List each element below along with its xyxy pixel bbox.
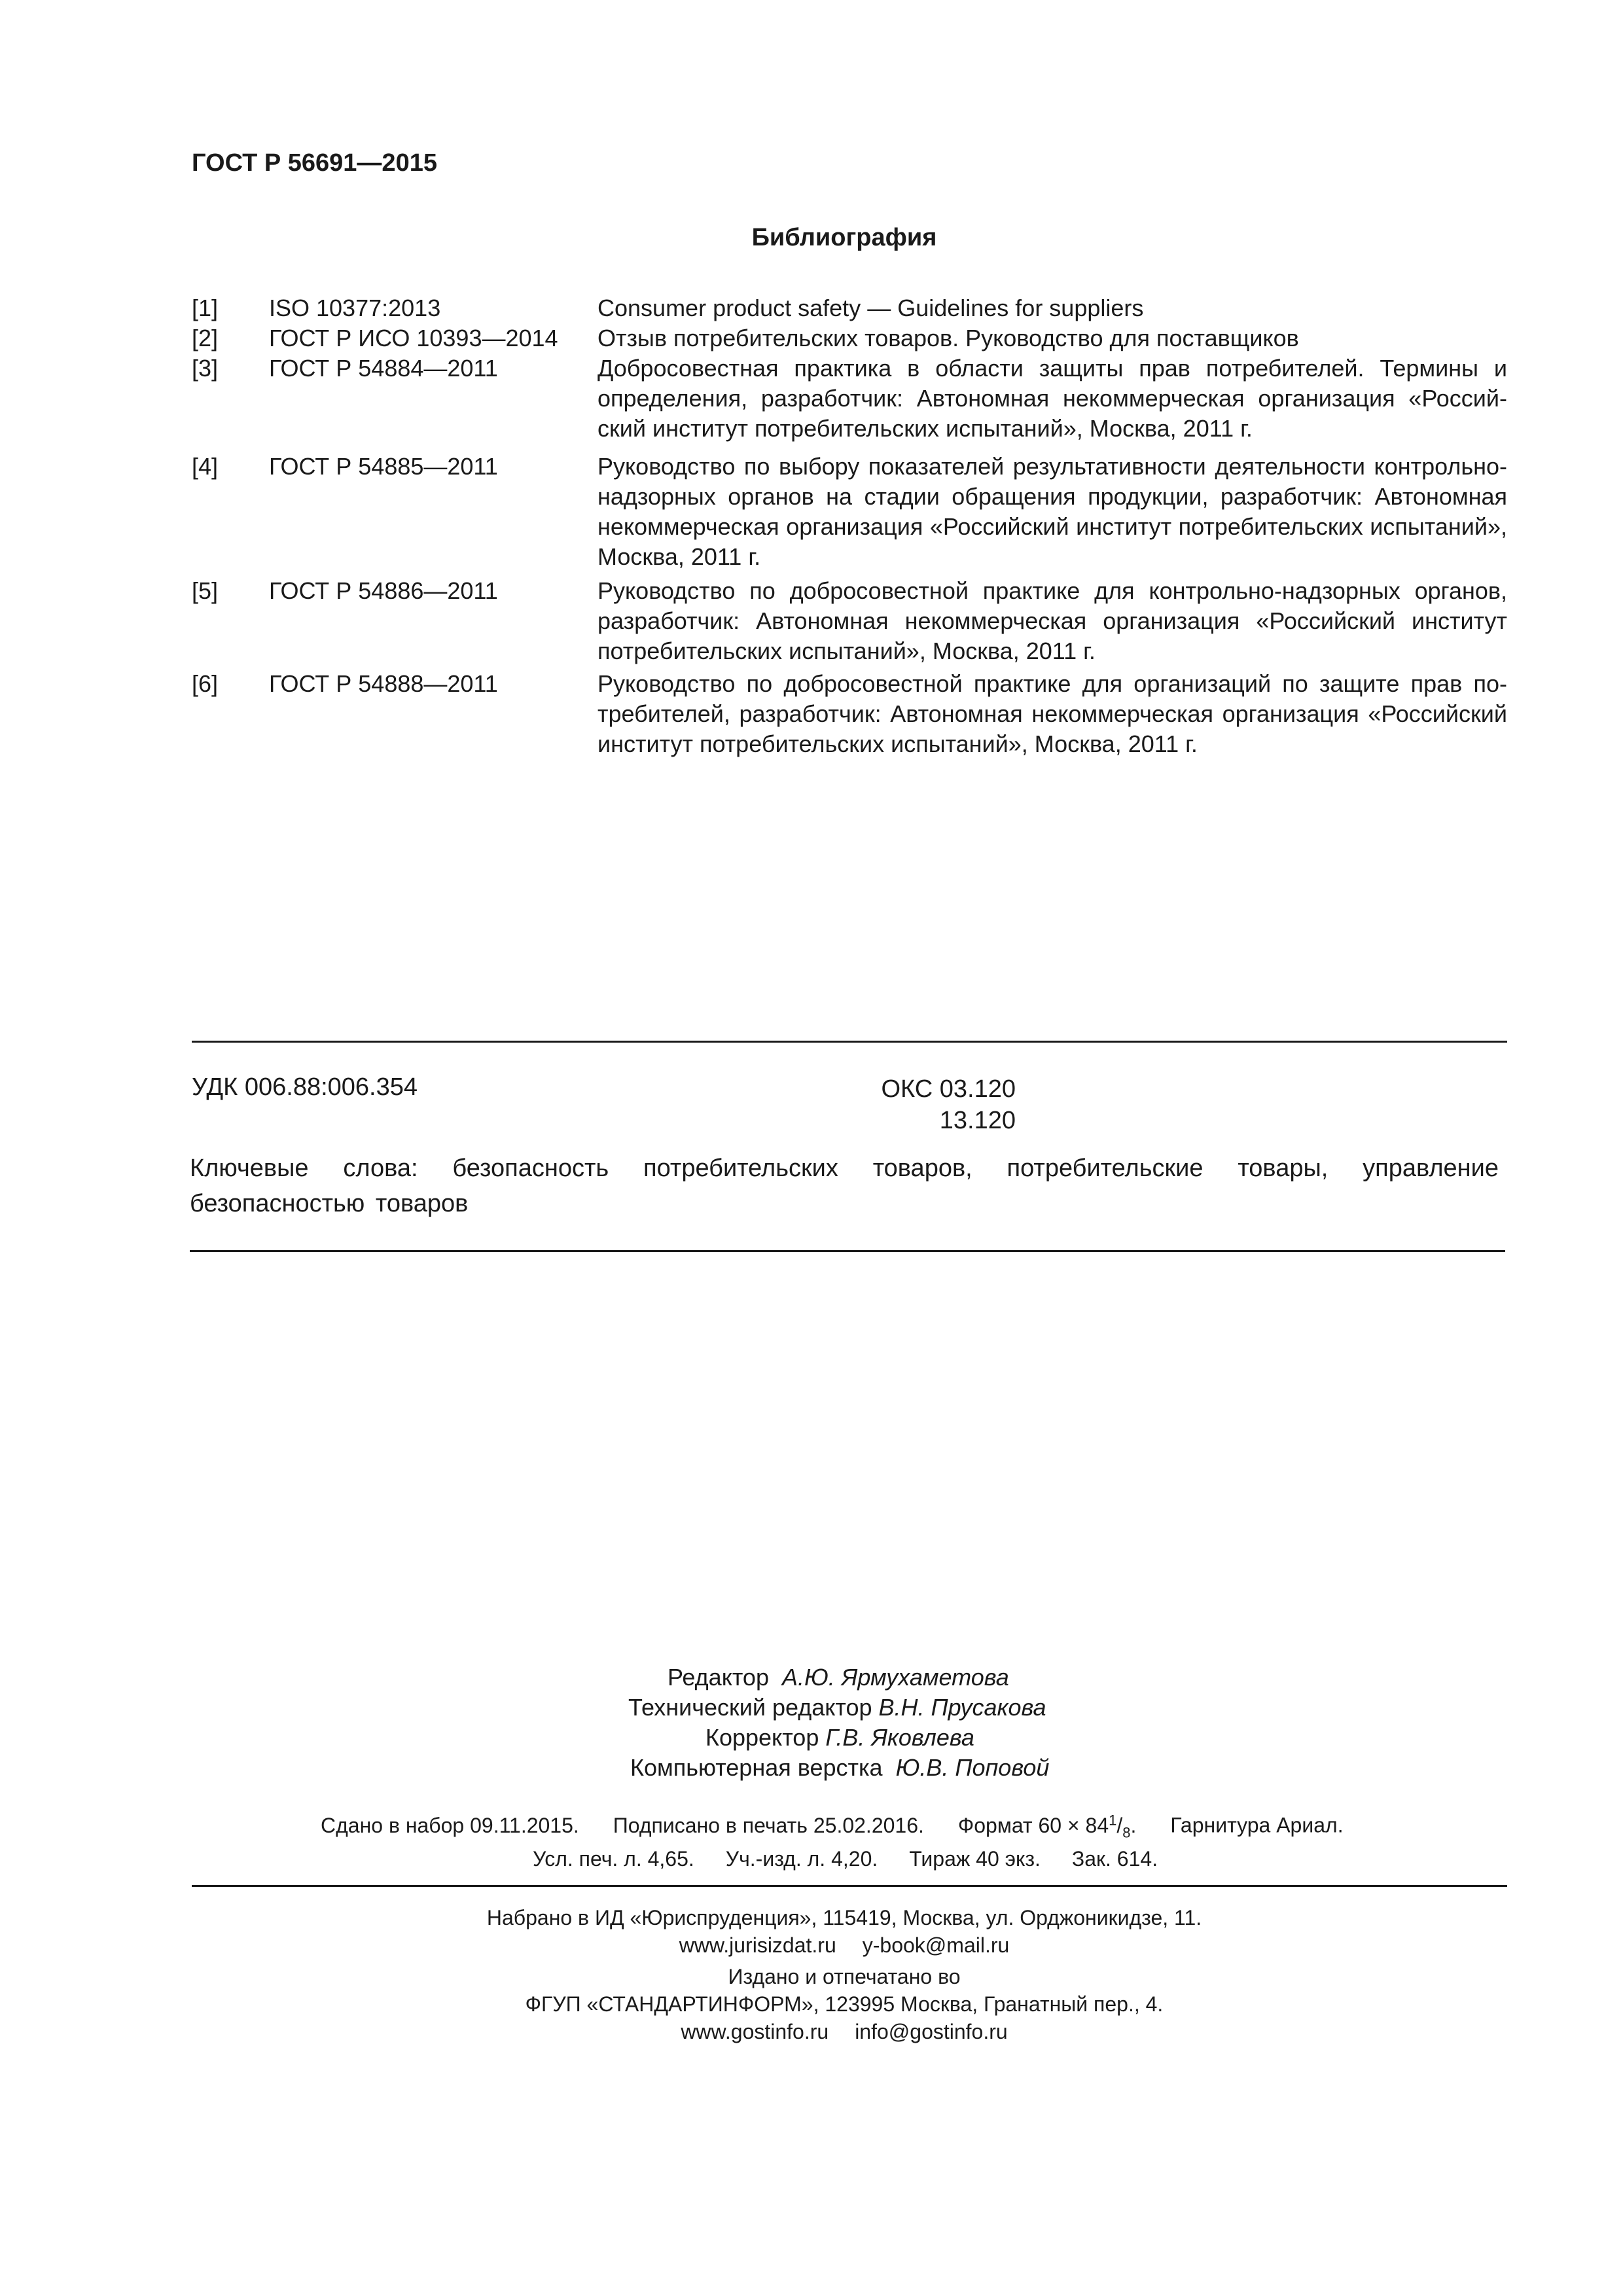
oks-code: [865, 1073, 1016, 1136]
corrector-credit: [705, 1723, 974, 1753]
tech-editor-label: Технический редактор: [628, 1694, 872, 1721]
entry-number: [6]: [192, 670, 219, 697]
layout-name: Ю.В. Поповой: [895, 1754, 1050, 1781]
udk-code: УДК 006.88:006.354: [192, 1073, 418, 1101]
tech-editor-name: В.Н. Прусакова: [878, 1694, 1046, 1721]
entry-code: ГОСТ Р 54884—2011: [269, 355, 498, 382]
format-denominator: 8: [1122, 1824, 1131, 1841]
circulation: Тираж 40 экз.: [909, 1847, 1041, 1871]
bibliography-title: Библиография: [751, 224, 937, 251]
printer-site: www.gostinfo.ru: [681, 2020, 829, 2043]
entry-code: ГОСТ Р ИСО 10393—2014: [269, 325, 558, 351]
corrector-label: Корректор: [705, 1724, 819, 1751]
publication-line-2: [533, 1847, 1158, 1871]
typeset-info: Набрано в ИД «Юриспруденция», 115419, Москва, ул. Орджоникидзе, 11.: [486, 1906, 1202, 1929]
entry-description: Руководство по выбору показателей результативности деятельности контрольно-надзорных органов на стадии обращения продукции, разработчик: Автономная некоммерческая организация «Российский институт потребительских испытаний», Москва, 2011 г.: [597, 453, 1507, 570]
printer-info: ФГУП «СТАНДАРТИНФОРМ», 123995 Москва, Гранатный пер., 4.: [525, 1992, 1164, 2016]
entry-description: Руководство по добросовестной практике для контрольно-надзорных органов, разработчик: Автономная некоммерческая организация «Российский институт потребительских испытаний», Москва, 2011 г.: [597, 577, 1507, 664]
divider-line: [192, 1885, 1507, 1887]
entry-code: ГОСТ Р 54888—2011: [269, 670, 498, 697]
entry-code: ISO 10377:2013: [269, 295, 441, 321]
divider-line: [190, 1250, 1505, 1252]
editor-credit: [668, 1662, 1009, 1693]
typeset-contacts: [0, 1931, 1623, 1960]
layout-label: Компьютерная верстка: [630, 1754, 883, 1781]
entry-description: Руководство по добросовестной практике для организаций по защите прав потребителей, разработчик: Автономная некоммерческая организация «Российский институт потребительских испытаний», Москва, 2011 г.: [597, 670, 1507, 757]
oks-line-2: 13.120: [939, 1107, 1016, 1134]
keywords: Ключевые слова: безопасность потребительских товаров, потребительские товары, управление безопасностью товаров: [190, 1155, 1499, 1217]
oks-line-1: ОКС 03.120: [881, 1075, 1016, 1103]
typeface: Гарнитура Ариал.: [1170, 1813, 1344, 1837]
editor-name: А.Ю. Ярмухаметова: [781, 1664, 1009, 1691]
publication-line-1: [321, 1812, 1344, 1841]
submitted-date: Сдано в набор 09.11.2015.: [321, 1813, 579, 1837]
document-code: ГОСТ Р 56691—2015: [192, 149, 437, 177]
printer-contacts: [0, 2017, 1623, 2046]
editor-label: Редактор: [668, 1664, 769, 1691]
entry-description: Consumer product safety — Guidelines for suppliers: [597, 295, 1144, 321]
typeset-site: www.jurisizdat.ru: [679, 1933, 836, 1957]
entry-code: ГОСТ Р 54885—2011: [269, 453, 498, 480]
entry-description: Отзыв потребительских товаров. Руководство для поставщиков: [597, 325, 1299, 351]
entry-code: ГОСТ Р 54886—2011: [269, 577, 498, 604]
printer-email: info@gostinfo.ru: [855, 2020, 1008, 2043]
corrector-name: Г.В. Яковлева: [825, 1724, 974, 1751]
entry-number: [2]: [192, 325, 219, 351]
edition-sheets: Уч.-изд. л. 4,20.: [725, 1847, 878, 1871]
entry-description: Добросовестная практика в области защиты прав потребителей. Термины и определения, разработчик: Автономная некоммерческая организация «Российский институт потребительских испытаний», Москва, 2011 г.: [597, 355, 1507, 442]
typeset-email: y-book@mail.ru: [862, 1933, 1010, 1957]
entry-number: [5]: [192, 577, 219, 604]
format-suffix: .: [1130, 1813, 1137, 1837]
format-prefix: Формат 60 × 84: [957, 1813, 1109, 1837]
order-number: Зак. 614.: [1071, 1847, 1158, 1871]
entry-number: [3]: [192, 355, 219, 382]
tech-editor-credit: [628, 1693, 1046, 1723]
divider-line: [192, 1041, 1507, 1043]
paper-format: Формат $60 \times 84^1/_8$.: [957, 1812, 1137, 1841]
signed-date: Подписано в печать 25.02.2016.: [613, 1813, 924, 1837]
printed-sheets: Усл. печ. л. 4,65.: [533, 1847, 694, 1871]
entry-number: [1]: [192, 295, 219, 321]
format-numerator: 1: [1109, 1812, 1117, 1828]
entry-number: [4]: [192, 453, 219, 480]
layout-credit: [630, 1753, 1049, 1783]
printed-label: Издано и отпечатано во: [728, 1965, 961, 1988]
